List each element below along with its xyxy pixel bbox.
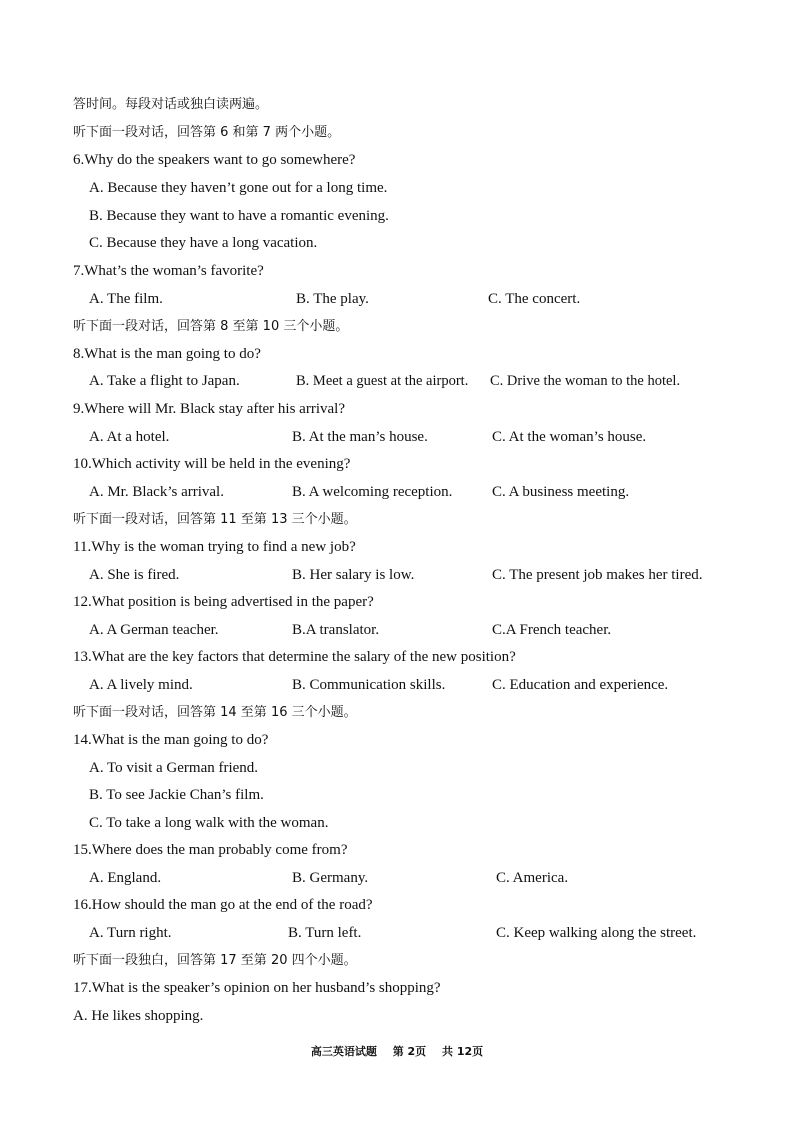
question-11-option-b: B. Her salary is low. <box>292 567 415 583</box>
question-7-stem: 7.What’s the woman’s favorite? <box>73 263 264 279</box>
question-8-option-c: C. Drive the woman to the hotel. <box>490 373 681 389</box>
question-14-option-c: C. To take a long walk with the woman. <box>89 815 329 831</box>
question-16-option-c: C. Keep walking along the street. <box>496 925 697 941</box>
question-16-option-a: A. Turn right. <box>89 925 172 941</box>
section-heading: 听下面一段对话，回答第 8 至第 10 三个小题。 <box>73 319 349 334</box>
question-15-option-a: A. England. <box>89 870 162 886</box>
question-13-option-a: A. A lively mind. <box>89 677 193 693</box>
section-heading: 听下面一段对话，回答第 14 至第 16 三个小题。 <box>73 705 357 720</box>
question-15-stem: 15.Where does the man probably come from? <box>73 842 348 858</box>
question-11-option-c: C. The present job makes her tired. <box>492 567 703 583</box>
question-9-option-c: C. At the woman’s house. <box>492 429 647 445</box>
footer-title: 高三英语试题 <box>310 1045 377 1058</box>
question-11-option-a: A. She is fired. <box>89 567 180 583</box>
question-7-option-b: B. The play. <box>296 291 369 307</box>
question-15-option-b: B. Germany. <box>292 870 369 886</box>
question-14-option-b: B. To see Jackie Chan’s film. <box>89 787 264 803</box>
question-12-option-a: A. A German teacher. <box>89 622 219 638</box>
page-footer <box>0 1043 794 1059</box>
question-13-stem: 13.What are the key factors that determine the salary of the new position? <box>73 649 516 665</box>
question-9-stem: 9.Where will Mr. Black stay after his arrival? <box>73 401 345 417</box>
question-8-option-b: B. Meet a guest at the airport. <box>296 373 469 389</box>
question-14-stem: 14.What is the man going to do? <box>73 732 269 748</box>
section-heading: 听下面一段对话，回答第 6 和第 7 两个小题。 <box>73 125 341 140</box>
question-9-option-a: A. At a hotel. <box>89 429 170 445</box>
question-13-option-c: C. Education and experience. <box>492 677 669 693</box>
instruction-line: 答时间。每段对话或独白读两遍。 <box>73 97 269 112</box>
question-16-option-b: B. Turn left. <box>288 925 362 941</box>
question-6-stem: 6.Why do the speakers want to go somewhere? <box>73 152 356 168</box>
question-17-stem: 17.What is the speaker’s opinion on her husband’s shopping? <box>73 980 441 996</box>
question-10-stem: 10.Which activity will be held in the evening? <box>73 456 351 472</box>
question-8-option-a: A. Take a flight to Japan. <box>89 373 240 389</box>
footer-total-pages: 共 12页 <box>442 1045 484 1058</box>
question-10-option-c: C. A business meeting. <box>492 484 630 500</box>
question-7-option-a: A. The film. <box>89 291 163 307</box>
question-11-stem: 11.Why is the woman trying to find a new job? <box>73 539 356 555</box>
question-12-option-c: C.A French teacher. <box>492 622 612 638</box>
question-12-option-b: B.A translator. <box>292 622 380 638</box>
question-8-stem: 8.What is the man going to do? <box>73 346 261 362</box>
question-14-option-a: A. To visit a German friend. <box>89 760 259 776</box>
section-heading: 听下面一段独白，回答第 17 至第 20 四个小题。 <box>73 953 357 968</box>
question-15-option-c: C. America. <box>496 870 569 886</box>
question-6-option-a: A. Because they haven’t gone out for a long time. <box>89 180 388 196</box>
question-13-option-b: B. Communication skills. <box>292 677 446 693</box>
question-7-option-c: C. The concert. <box>488 291 581 307</box>
question-6-option-b: B. Because they want to have a romantic evening. <box>89 208 389 224</box>
question-10-option-a: A. Mr. Black’s arrival. <box>89 484 224 500</box>
question-6-option-c: C. Because they have a long vacation. <box>89 235 318 251</box>
section-heading: 听下面一段对话，回答第 11 至第 13 三个小题。 <box>73 512 357 527</box>
question-16-stem: 16.How should the man go at the end of the road? <box>73 897 373 913</box>
question-12-stem: 12.What position is being advertised in the paper? <box>73 594 374 610</box>
question-9-option-b: B. At the man’s house. <box>292 429 428 445</box>
footer-page-number: 第 2页 <box>392 1045 427 1058</box>
question-17-option-a: A. He likes shopping. <box>73 1008 204 1024</box>
question-10-option-b: B. A welcoming reception. <box>292 484 453 500</box>
